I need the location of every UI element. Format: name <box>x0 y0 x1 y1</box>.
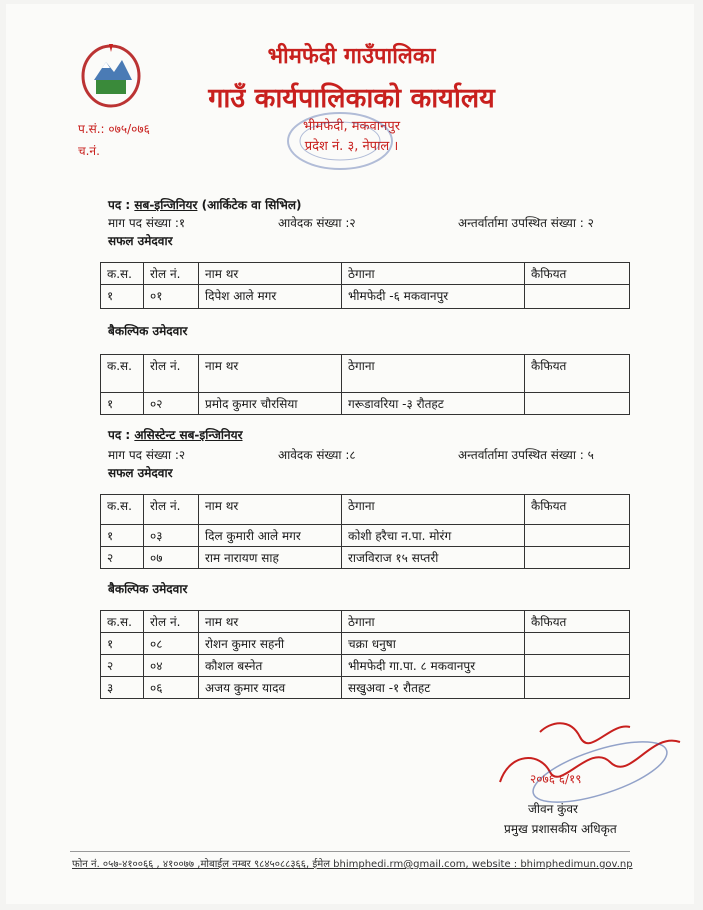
table-header-row: क.स. रोल नं. नाम थर ठेगाना कैफियत <box>101 495 630 525</box>
table-row: २ ०४ कौशल बस्नेत भीमफेदी गा.पा. ८ मकवानपुर <box>101 655 630 677</box>
office-stamp-icon <box>285 110 395 172</box>
post-1-alt-heading: बैकल्पिक उमेदवार <box>108 324 188 338</box>
post-2-alt-table <box>100 610 630 699</box>
office-location: भीमफेदी, मकवानपुर <box>302 119 401 134</box>
signature-icon <box>480 712 690 812</box>
table-row: १ ०१ दिपेश आले मगर भीमफेदी -६ मकवानपुर <box>101 285 630 309</box>
table-row: १ ०८ रोशन कुमार सहनी चक्रा धनुषा <box>101 633 630 655</box>
footer-contact: फोन नं. ०५७-४१००६६ , ४१००७७ ,मोबाईल नम्बर ९८४५०८८३६६, ईमेल bhimphedi.rm@gmail.com, website : bhimphedimun.gov.np <box>72 859 633 870</box>
table-row: १ ०२ प्रमोद कुमार चौरसिया गरूडावरिया -३ रौतहट <box>101 393 630 415</box>
post-2-success-table <box>100 494 630 569</box>
table-row: २ ०७ राम नारायण साह राजविराज १५ सप्तरी <box>101 547 630 569</box>
municipality-title: भीमफेदी गाउँपालिका <box>267 44 436 69</box>
post-2-success-heading: सफल उमेदवार <box>108 466 173 480</box>
post-2-heading: पद : असिस्टेन्ट सब-इन्जिनियर <box>108 428 243 442</box>
dispatch-number: च.नं. <box>78 144 100 158</box>
ref-number: प.सं.: ०७५/०७६ <box>78 122 150 136</box>
signatory-designation: प्रमुख प्रशासकीय अधिकृत <box>504 822 617 836</box>
table-header-row: क.स. रोल नं. नाम थर ठेगाना कैफियत <box>101 263 630 285</box>
post-2-counts: माग पद संख्या :२ आवेदक संख्या :८ अन्तर्वार्तामा उपस्थित संख्या : ५ <box>108 448 594 462</box>
table-row: १ ०३ दिल कुमारी आले मगर कोशी हरैचा न.पा. मोरंग <box>101 525 630 547</box>
post-2-alt-heading: बैकल्पिक उमेदवार <box>108 582 188 596</box>
office-province: प्रदेश नं. ३, नेपाल । <box>304 139 399 154</box>
post-1-heading: पद : सब-इन्जिनियर (आर्किटेक वा सिभिल) <box>108 198 302 212</box>
post-1-counts: माग पद संख्या :१ आवेदक संख्या :२ अन्तर्वार्तामा उपस्थित संख्या : २ <box>108 216 594 230</box>
table-header-row: क.स. रोल नं. नाम थर ठेगाना कैफियत <box>101 355 630 393</box>
footer-divider <box>70 851 630 852</box>
table-row: ३ ०६ अजय कुमार यादव सखुअवा -१ रौतहट <box>101 677 630 699</box>
signature-date: २०७६ ६/१९ <box>530 772 582 786</box>
post-1-success-heading: सफल उमेदवार <box>108 234 173 248</box>
office-title: गाउँ कार्यपालिकाको कार्यालय <box>208 83 495 114</box>
signatory-name: जीवन कुंवर <box>528 802 578 816</box>
post-1-success-table <box>100 262 630 309</box>
post-1-alt-table <box>100 354 630 415</box>
table-header-row: क.स. रोल नं. नाम थर ठेगाना कैफियत <box>101 611 630 633</box>
